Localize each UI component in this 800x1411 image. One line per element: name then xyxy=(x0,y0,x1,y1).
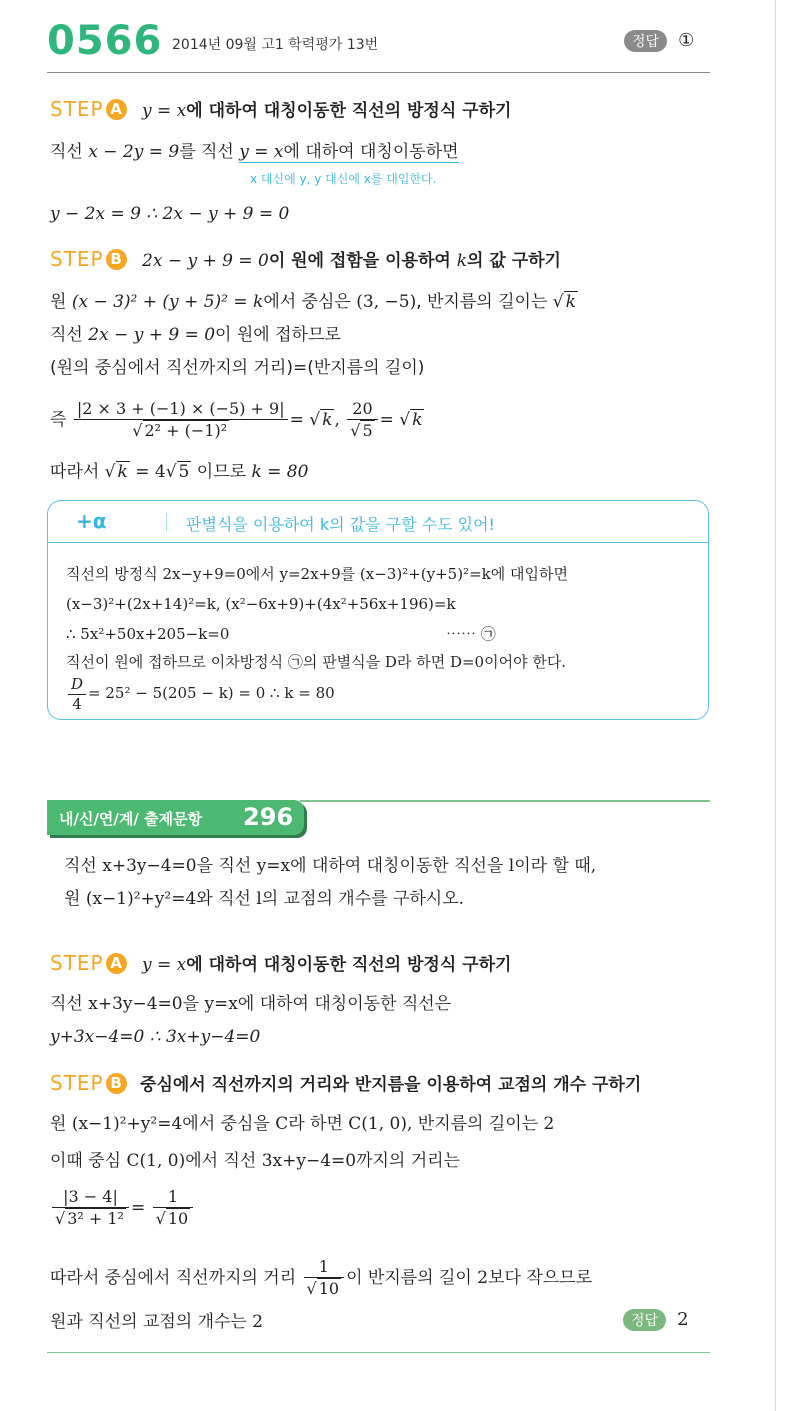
alpha-line4: 직선이 원에 접하므로 이차방정식 ㉠의 판별식을 D라 하면 D=0이어야 한다. xyxy=(66,653,567,671)
step-a1-heading xyxy=(50,98,511,122)
comma: , xyxy=(334,410,340,430)
problem-rule xyxy=(300,800,710,802)
denominator: 4 xyxy=(72,695,82,713)
plus-alpha-icon: +α xyxy=(76,509,107,533)
step-b1-line2 xyxy=(50,324,341,346)
distance-fraction xyxy=(74,399,288,442)
header-rule xyxy=(47,72,710,73)
distance-fraction xyxy=(52,1187,129,1230)
alpha-line2: (x−3)²+(2x+14)²=k, (x²−6x+9)+(4x²+56x+196)=k xyxy=(66,595,456,613)
step-label: STEP xyxy=(50,247,104,271)
denominator xyxy=(74,420,288,442)
equation: = 4 xyxy=(129,462,166,482)
radicand: k xyxy=(565,292,576,312)
equation: y = x xyxy=(239,142,284,162)
step-b2-heading xyxy=(50,1072,641,1096)
radicand: 2² + (−1)² xyxy=(144,420,228,440)
problem-tag-label: 내/신/연/계/ 출제문항 xyxy=(59,810,203,828)
step-b2-line5: 원과 직선의 교점의 개수는 2 xyxy=(50,1312,264,1332)
step-a1-line2: y − 2x = 9 ∴ 2x − y + 9 = 0 xyxy=(50,204,290,224)
denominator xyxy=(153,1208,194,1230)
step-b1-line3: (원의 중심에서 직선까지의 거리)=(반지름의 길이) xyxy=(50,358,425,378)
sqrt-5 xyxy=(166,461,192,482)
step-label: STEP xyxy=(50,1071,104,1095)
step-a2-heading xyxy=(50,952,511,976)
equation: (x − 3)² + (y + 5)² = k xyxy=(71,292,264,312)
step-letter: A xyxy=(106,953,127,974)
text: 이 원에 접하므로 xyxy=(215,325,341,345)
equals: = xyxy=(130,1198,146,1218)
step-a1-line1 xyxy=(50,141,459,163)
step-title: 이 원에 접함을 이용하여 xyxy=(268,251,457,271)
text: 에 대하여 대칭이동하면 xyxy=(283,142,459,162)
answer-value: 2 xyxy=(677,1309,689,1330)
sqrt-k xyxy=(553,291,578,312)
step-a2-line2: y+3x−4=0 ∴ 3x+y−4=0 xyxy=(50,1027,261,1047)
numerator: |2 × 3 + (−1) × (−5) + 9| xyxy=(74,399,288,420)
answer-badge: 정답 xyxy=(623,1309,666,1331)
numerator: D xyxy=(68,674,86,695)
radicand: 5 xyxy=(178,462,190,482)
equation: = 25² − 5(205 − k) = 0 ∴ k = 80 xyxy=(88,684,335,702)
equals: = xyxy=(379,410,400,430)
sqrt-k xyxy=(309,409,334,430)
numerator: 1 xyxy=(304,1257,345,1278)
numerator: |3 − 4| xyxy=(52,1187,129,1208)
denominator xyxy=(347,420,377,442)
alpha-line1: 직선의 방정식 2x−y+9=0에서 y=2x+9를 (x−3)²+(y+5)²=k에 대입하면 xyxy=(66,565,568,583)
radicand: 10 xyxy=(167,1208,189,1228)
answer-header xyxy=(624,30,694,52)
radicand: k xyxy=(117,462,128,482)
alpha-box-header xyxy=(47,500,709,542)
answer-badge: 정답 xyxy=(624,30,667,52)
final-answer xyxy=(623,1309,689,1331)
alpha-box-title: 판별식을 이용하여 k의 값을 구할 수도 있어! xyxy=(186,515,495,534)
step-a2-line1: 직선 x+3y−4=0을 y=x에 대하여 대칭이동한 직선은 xyxy=(50,994,452,1014)
radicand: 3² + 1² xyxy=(67,1208,124,1228)
sqrt-k xyxy=(105,461,130,482)
text: 즉 xyxy=(50,410,67,430)
k-var: k xyxy=(456,251,468,271)
step-label: STEP xyxy=(50,951,104,975)
problem-number: 0566 xyxy=(47,18,163,64)
equals: = xyxy=(289,410,310,430)
radicand: k xyxy=(412,410,423,430)
one-over-root10 xyxy=(304,1257,345,1300)
page-edge-line xyxy=(775,0,776,1411)
equation: 2x − y + 9 = 0 xyxy=(88,325,216,345)
denominator xyxy=(52,1208,129,1230)
step-b2-line1: 원 (x−1)²+y²=4에서 중심을 C라 하면 C(1, 0), 반지름의 길이는 2 xyxy=(50,1114,555,1134)
step-letter: A xyxy=(106,99,127,120)
denominator xyxy=(304,1278,345,1300)
text: 직선 xyxy=(50,325,89,345)
text: 를 직선 xyxy=(179,142,240,162)
step-b1-line1 xyxy=(50,291,578,313)
alpha-line3: ∴ 5x²+50x+205−k=0 xyxy=(66,625,230,643)
hint-note: x 대신에 y, y 대신에 x를 대입한다. xyxy=(250,172,437,186)
text: 원 xyxy=(50,292,72,312)
one-over-root10 xyxy=(153,1187,194,1230)
step-title: 중심에서 직선까지의 거리와 반지름을 이용하여 교점의 개수 구하기 xyxy=(140,1075,642,1095)
answer-equation: k = 80 xyxy=(251,462,309,482)
text: 따라서 중심에서 직선까지의 거리 xyxy=(50,1268,297,1288)
text: , 반지름의 길이는 xyxy=(416,292,553,312)
divider xyxy=(166,513,167,531)
radicand: k xyxy=(322,410,333,430)
text: 직선 xyxy=(50,142,89,162)
d-over-4 xyxy=(68,674,86,713)
alpha-line5 xyxy=(66,673,335,713)
problem-line2: 원 (x−1)²+y²=4와 직선 l의 교점의 개수를 구하시오. xyxy=(64,889,465,909)
numerator: 20 xyxy=(347,399,377,420)
alpha-line3-tag: ⋯⋯ ㉠ xyxy=(446,625,496,643)
step-title-math: 2x − y + 9 = 0 xyxy=(142,251,269,271)
step-b2-line4 xyxy=(50,1250,592,1306)
text: 이므로 xyxy=(191,462,252,482)
text: 따라서 xyxy=(50,462,105,482)
step-b2-line2: 이때 중심 C(1, 0)에서 직선 3x+y−4=0까지의 거리는 xyxy=(50,1151,461,1171)
step-title-math: y = x xyxy=(142,955,187,975)
step-label: STEP xyxy=(50,97,104,121)
fraction-20-root5 xyxy=(347,399,377,442)
answer-value: ① xyxy=(678,30,695,51)
radicand: 5 xyxy=(362,420,373,440)
text: 에서 중심은 xyxy=(263,292,357,312)
step-title-math: y = x xyxy=(142,101,187,121)
underlined-phrase xyxy=(239,142,458,163)
alpha-box-body xyxy=(47,542,709,720)
step-b1-heading xyxy=(50,248,561,272)
footer-rule xyxy=(47,1352,710,1353)
sqrt-k xyxy=(399,409,424,430)
numerator: 1 xyxy=(153,1187,194,1208)
equation: (3, −5) xyxy=(356,292,417,312)
step-title: 에 대하여 대칭이동한 직선의 방정식 구하기 xyxy=(186,955,512,975)
step-b1-line5 xyxy=(50,461,308,483)
step-letter: B xyxy=(106,1073,127,1094)
problem-tag xyxy=(47,800,304,835)
step-title: 의 값 구하기 xyxy=(467,251,561,271)
step-b1-line4 xyxy=(50,395,424,445)
text: 이 반지름의 길이 2보다 작으므로 xyxy=(346,1268,593,1288)
step-title: 에 대하여 대칭이동한 직선의 방정식 구하기 xyxy=(186,101,512,121)
equation: x − 2y = 9 xyxy=(88,142,180,162)
problem-line1: 직선 x+3y−4=0을 직선 y=x에 대하여 대칭이동한 직선을 l이라 할 때, xyxy=(64,856,597,876)
radicand: 10 xyxy=(318,1278,340,1298)
step-b2-line3 xyxy=(50,1180,195,1236)
problem-tag-number: 296 xyxy=(243,803,294,831)
step-letter: B xyxy=(106,249,127,270)
problem-source: 2014년 09월 고1 학력평가 13번 xyxy=(172,37,379,53)
